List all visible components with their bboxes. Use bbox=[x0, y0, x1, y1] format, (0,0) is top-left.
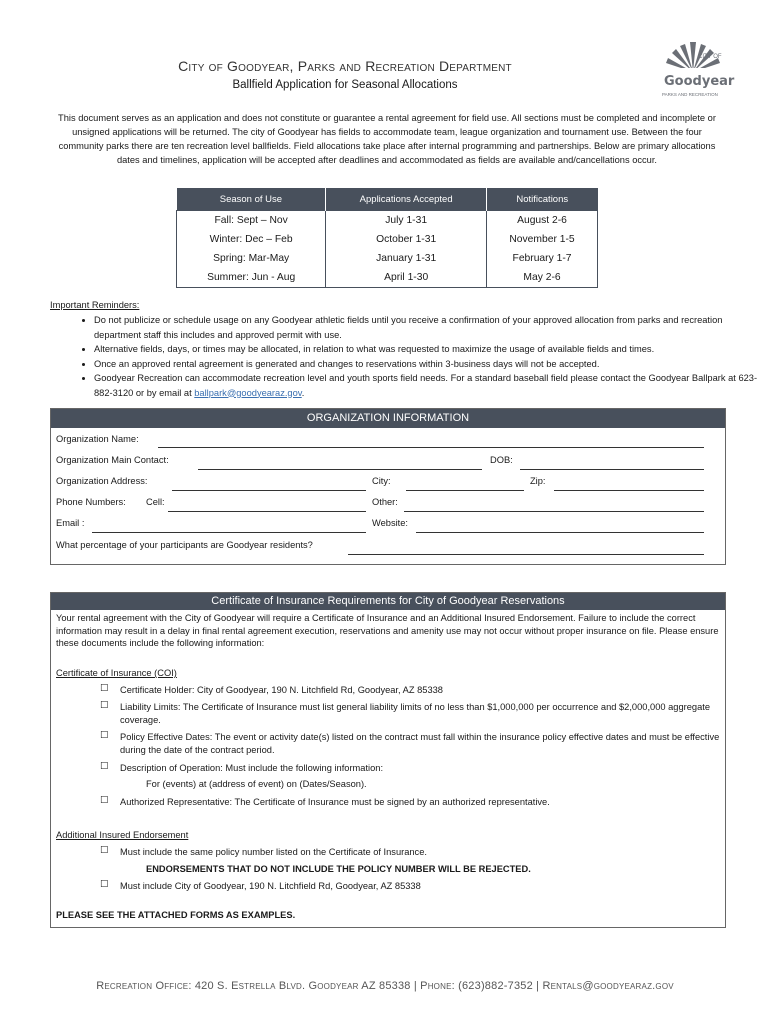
table-cell: Winter: Dec – Feb bbox=[177, 230, 326, 249]
coi-dates-text: Policy Effective Dates: The event or activity date(s) listed on the contract must fall within the insurance policy effective dates and must be effective during the date of the contract period. bbox=[120, 732, 720, 755]
coi-operation-detail: For (events) at (address of event) on (Dates/Season). bbox=[146, 779, 367, 789]
coi-representative-text: Authorized Representative: The Certificate of Insurance must be signed by an authorized representative. bbox=[120, 797, 550, 807]
table-cell: January 1-31 bbox=[326, 249, 487, 268]
endorsement-heading: Additional Insured Endorsement bbox=[56, 830, 189, 840]
logo-city-of: CITY OF bbox=[698, 54, 722, 60]
checkbox-representative[interactable]: ☐ bbox=[100, 795, 109, 806]
table-cell: May 2-6 bbox=[523, 272, 561, 283]
checkbox-dates[interactable]: ☐ bbox=[100, 730, 109, 741]
dob-field[interactable] bbox=[520, 459, 704, 470]
table-cell: Summer: Jun - Aug bbox=[177, 268, 326, 288]
list-item bbox=[94, 371, 766, 400]
col-applications: Applications Accepted bbox=[326, 188, 487, 211]
checkbox-policy-number[interactable]: ☐ bbox=[100, 845, 109, 856]
page-subtitle: Ballfield Application for Seasonal Allocations bbox=[232, 79, 458, 91]
checkbox-liability[interactable]: ☐ bbox=[100, 700, 109, 711]
list-item: • Alternative fields, days, or times may be allocated, in relation to what was requested to maximize the usage of available fields and times. bbox=[94, 342, 766, 357]
org-contact-label: Organization Main Contact: bbox=[56, 455, 169, 465]
table-header-row bbox=[177, 188, 598, 211]
table-cell: February 1-7 bbox=[512, 253, 572, 264]
other-phone-field[interactable] bbox=[404, 501, 704, 512]
residents-field[interactable] bbox=[348, 544, 704, 555]
page-title: City of Goodyear, Parks and Recreation Department bbox=[178, 58, 512, 74]
endorsement-address-text: Must include City of Goodyear, 190 N. Litchfield Rd, Goodyear, AZ 85338 bbox=[120, 881, 421, 891]
table-cell: Spring: Mar-May bbox=[177, 249, 326, 268]
website-field[interactable] bbox=[416, 522, 704, 533]
reminder-text: Goodyear Recreation can accommodate recreation level and youth sports field needs. For a standard baseball field please contact the Goodyear Ballpark at 623-882-3120 or by email at bbox=[94, 373, 758, 398]
cell-label: Cell: bbox=[146, 497, 165, 507]
email-field[interactable] bbox=[92, 522, 366, 533]
email-label: Email : bbox=[56, 518, 85, 528]
org-address-label: Organization Address: bbox=[56, 476, 148, 486]
ballpark-email-link[interactable]: ballpark@goodyearaz.gov bbox=[194, 387, 302, 398]
table-cell: April 1-30 bbox=[326, 268, 487, 288]
zip-label: Zip: bbox=[530, 476, 546, 486]
table-row bbox=[177, 211, 598, 231]
organization-header: ORGANIZATION INFORMATION bbox=[51, 409, 725, 428]
city-label: City: bbox=[372, 476, 391, 486]
insurance-header: Certificate of Insurance Requirements for City of Goodyear Reservations bbox=[51, 593, 725, 610]
reminder-end: . bbox=[301, 387, 305, 398]
phone-label: Phone Numbers: bbox=[56, 497, 126, 507]
dob-label: DOB: bbox=[490, 455, 513, 465]
table-row bbox=[177, 230, 598, 249]
reminders-heading: Important Reminders: bbox=[50, 300, 140, 310]
page-footer: Recreation Office: 420 S. Estrella Blvd. Goodyear AZ 85338 | Phone: (623)882-7352 | Rentals@goodyearaz.gov bbox=[96, 980, 674, 992]
zip-field[interactable] bbox=[554, 480, 704, 491]
insurance-intro: Your rental agreement with the City of Goodyear will require a Certificate of Insurance and an Additional Insured Endorsement. Failure to include the correct information may result in a delay in final rental agreement execution, reservations and amenity use may not occur without proper insurance on file. Please ensure these documents include the following information: bbox=[56, 613, 719, 648]
logo-parks: PARKS AND RECREATION bbox=[662, 92, 718, 97]
org-name-field[interactable] bbox=[158, 437, 704, 448]
org-contact-field[interactable] bbox=[198, 459, 482, 470]
list-item: • Do not publicize or schedule usage on any Goodyear athletic fields until you receive a confirmation of your approved allocation from parks and recreation department staff this includes and approved permit with use. bbox=[94, 313, 766, 342]
endorsement-warning: ENDORSEMENTS THAT DO NOT INCLUDE THE POLICY NUMBER WILL BE REJECTED. bbox=[146, 864, 531, 874]
residents-label: What percentage of your participants are Goodyear residents? bbox=[56, 540, 313, 550]
allocation-table bbox=[176, 188, 598, 288]
coi-holder-text: Certificate Holder: City of Goodyear, 190 N. Litchfield Rd, Goodyear, AZ 85338 bbox=[120, 685, 443, 695]
org-name-label: Organization Name: bbox=[56, 434, 139, 444]
coi-liability-text: Liability Limits: The Certificate of Insurance must list general liability limits of no less than $1,000,000 per occurrence and $2,000,000 aggregate coverage. bbox=[120, 702, 710, 725]
reminders-list bbox=[58, 313, 766, 400]
endorsement-policy-text: Must include the same policy number listed on the Certificate of Insurance. bbox=[120, 847, 427, 857]
goodyear-logo bbox=[660, 38, 735, 104]
logo-goodyear: Goodyear bbox=[664, 74, 735, 89]
coi-heading: Certificate of Insurance (COI) bbox=[56, 668, 177, 678]
city-field[interactable] bbox=[406, 480, 524, 491]
website-label: Website: bbox=[372, 518, 408, 528]
cell-field[interactable] bbox=[168, 501, 366, 512]
table-cell: July 1-31 bbox=[326, 211, 487, 231]
checkbox-city-address[interactable]: ☐ bbox=[100, 879, 109, 890]
table-cell: August 2-6 bbox=[517, 215, 567, 226]
col-notifications: Notifications bbox=[487, 188, 598, 211]
list-item: • Once an approved rental agreement is generated and changes to reservations within 3-business days will not be accepted. bbox=[94, 357, 766, 372]
intro-paragraph: This document serves as an application and does not constitute or guarantee a rental agreement for field use. All sections must be completed and incomplete or unsigned applications will be returned. The city of Goodyear has fields to accommodate team, league organization and tournament use. Between the four community parks there are ten recreation level ballfields. Field allocations take place after internal programming and partnerships. Below are primary allocations dates and timelines, application will be accepted after deadlines and accommodated as fields are available and/cancellations occur. bbox=[58, 113, 716, 165]
col-season: Season of Use bbox=[177, 188, 326, 211]
see-attached-note: PLEASE SEE THE ATTACHED FORMS AS EXAMPLES. bbox=[56, 910, 296, 920]
org-address-field[interactable] bbox=[172, 480, 366, 491]
table-cell: Fall: Sept – Nov bbox=[177, 211, 326, 231]
table-cell: November 1-5 bbox=[509, 234, 575, 245]
table-row bbox=[177, 268, 598, 288]
coi-operation-text: Description of Operation: Must include the following information: bbox=[120, 763, 384, 773]
checkbox-holder[interactable]: ☐ bbox=[100, 683, 109, 694]
table-cell: October 1-31 bbox=[326, 230, 487, 249]
other-label: Other: bbox=[372, 497, 398, 507]
checkbox-operation[interactable]: ☐ bbox=[100, 761, 109, 772]
table-row bbox=[177, 249, 598, 268]
